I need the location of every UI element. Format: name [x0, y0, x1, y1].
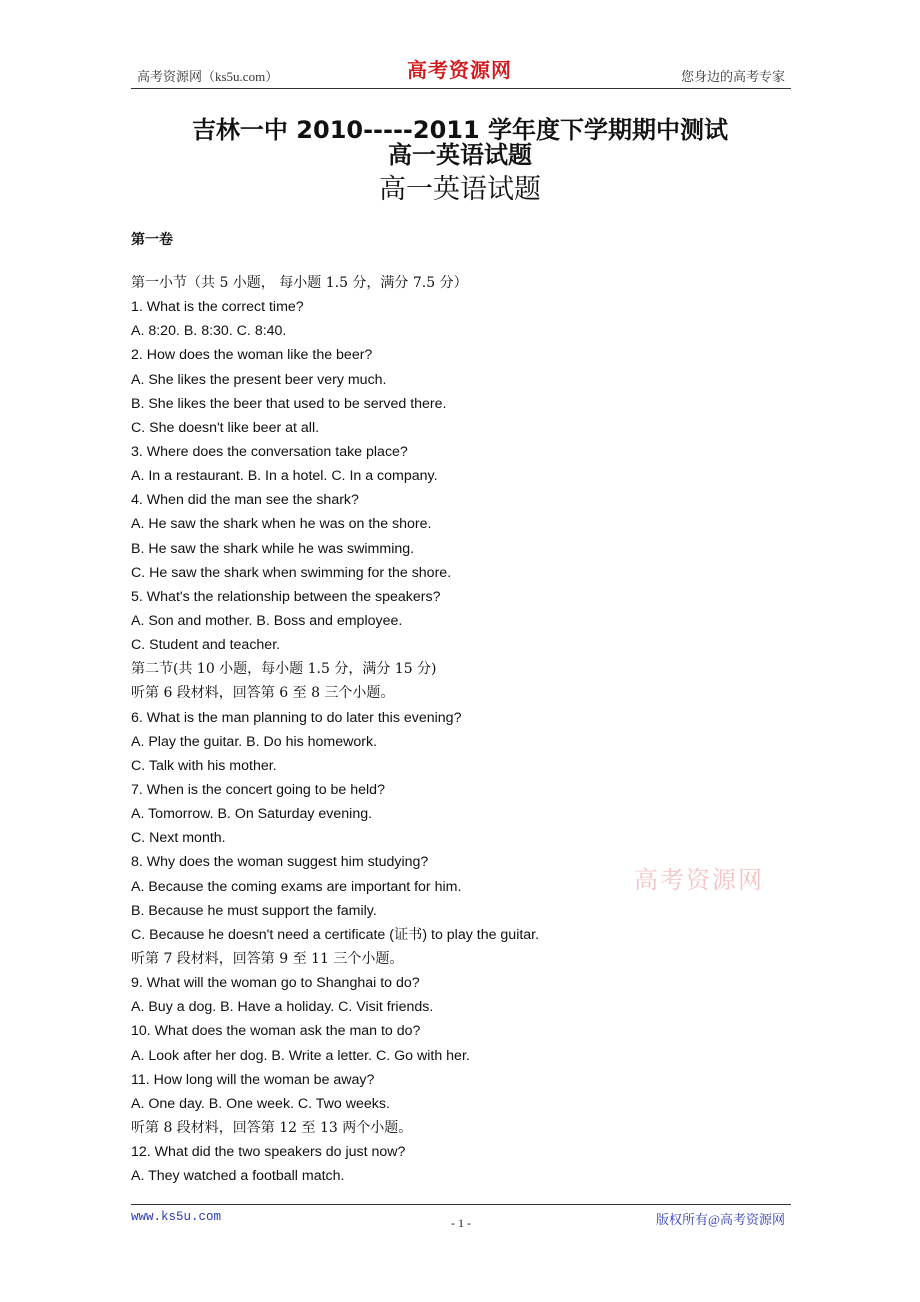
text-line: B. He saw the shark while he was swimming. — [131, 540, 415, 557]
text-line: A. Play the guitar. B. Do his homework. — [131, 733, 378, 750]
text-line: 9. What will the woman go to Shanghai to do? — [131, 975, 420, 992]
text-line: 12. What did the two speakers do just now? — [131, 1144, 406, 1161]
text-line: C. Next month. — [131, 830, 226, 847]
exam-title: 吉林一中 2010-----2011 学年度下学期期中测试 — [191, 116, 729, 144]
text-line: 5. What's the relationship between the speakers? — [131, 588, 441, 605]
page-header — [131, 54, 791, 89]
text-line: A. Look after her dog. B. Write a letter. C. Go with her. — [131, 1047, 470, 1064]
text-line: 第二节(共 10 小题，每小题 1.5 分，满分 15 分) — [131, 661, 437, 678]
text-line: A. Because the coming exams are important for him. — [131, 878, 462, 895]
text-line: A. Buy a dog. B. Have a holiday. C. Visit friends. — [131, 999, 434, 1016]
footer-copyright: 版权所有@高考资源网 — [656, 1212, 785, 1227]
header-logo: 高考资源网 — [407, 58, 512, 82]
text-line: A. Tomorrow. B. On Saturday evening. — [131, 806, 373, 823]
header-source-text: 高考资源网（ks5u.com） — [137, 69, 279, 84]
text-line: 10. What does the woman ask the man to do? — [131, 1023, 421, 1040]
section-label: 第一卷 — [131, 232, 173, 248]
question-list — [131, 271, 791, 1188]
text-line: B. Because he must support the family. — [131, 902, 377, 919]
text-line: A. They watched a football match. — [131, 1168, 345, 1185]
text-line: 3. Where does the conversation take place? — [131, 443, 408, 460]
text-line: B. She likes the beer that used to be served there. — [131, 395, 447, 412]
text-line: 11. How long will the woman be away? — [131, 1071, 375, 1088]
text-line: A. In a restaurant. B. In a hotel. C. In a company. — [131, 468, 438, 485]
text-line: C. Talk with his mother. — [131, 757, 277, 774]
text-line: 2. How does the woman like the beer? — [131, 347, 373, 364]
text-line: A. 8:20. B. 8:30. C. 8:40. — [131, 323, 287, 340]
text-line: 听第 7 段材料，回答第 9 至 11 三个小题。 — [131, 950, 404, 967]
text-line: 1. What is the correct time? — [131, 299, 304, 316]
text-line: 听第 6 段材料，回答第 6 至 8 三个小题。 — [131, 685, 395, 702]
text-line: 8. Why does the woman suggest him studying? — [131, 854, 429, 871]
header-slogan: 您身边的高考专家 — [680, 69, 785, 84]
text-line: A. She likes the present beer very much. — [131, 371, 387, 388]
text-line: A. One day. B. One week. C. Two weeks. — [131, 1095, 390, 1112]
text-line: C. Student and teacher. — [131, 637, 281, 654]
text-line: 6. What is the man planning to do later this evening? — [131, 709, 462, 726]
text-line: A. He saw the shark when he was on the shore. — [131, 516, 432, 533]
text-line: 听第 8 段材料，回答第 12 至 13 两个小题。 — [131, 1119, 413, 1136]
text-line: C. She doesn't like beer at all. — [131, 419, 320, 436]
watermark-logo: 高考资源网 — [634, 866, 764, 894]
text-line: C. Because he doesn't need a certificate (证书) to play the guitar. — [131, 926, 540, 943]
text-line: 7. When is the concert going to be held? — [131, 781, 385, 798]
footer-website-link[interactable]: www.ks5u.com — [131, 1210, 222, 1224]
page-footer — [131, 1204, 791, 1235]
text-line: 第一小节（共 5 小题， 每小题 1.5 分，满分 7.5 分） — [131, 275, 468, 291]
exam-subtitle-large: 高一英语试题 — [379, 174, 541, 205]
page-number: - 1 - — [451, 1216, 471, 1230]
exam-subtitle: 高一英语试题 — [388, 141, 532, 169]
text-line: A. Son and mother. B. Boss and employee. — [131, 612, 403, 629]
text-line: C. He saw the shark when swimming for the shore. — [131, 564, 452, 581]
text-line: 4. When did the man see the shark? — [131, 492, 359, 509]
